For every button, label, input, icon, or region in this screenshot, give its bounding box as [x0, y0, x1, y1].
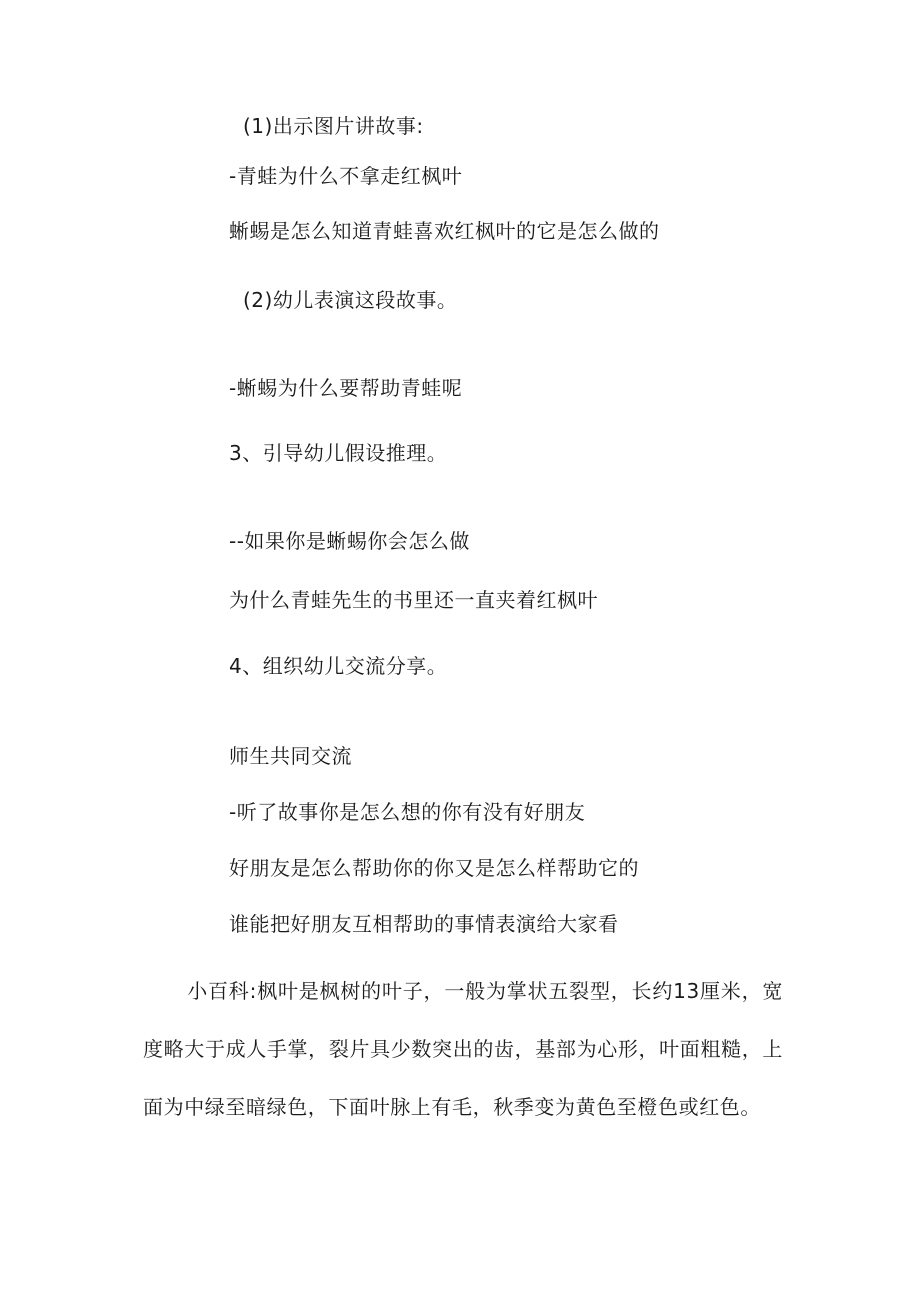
question-line: -听了故事你是怎么想的你有没有好朋友 — [229, 800, 586, 824]
question-line: 谁能把好朋友互相帮助的事情表演给大家看 — [229, 912, 619, 936]
step-1-heading: (1)出示图片讲故事: — [243, 114, 424, 138]
question-line: -青蛙为什么不拿走红枫叶 — [229, 164, 463, 188]
encyclopedia-text: 小百科:枫叶是枫树的叶子，一般为掌状五裂型，长约13厘米，宽度略大于成人手掌，裂片具少数突出的齿，基部为心形，叶面粗糙，上面为中绿至暗绿色，下面叶脉上有毛，秋季变为黄色至橙色或红色。 — [143, 979, 783, 1119]
step-4-heading: 4、组织幼儿交流分享。 — [229, 654, 448, 678]
question-line: -蜥蜴为什么要帮助青蛙呢 — [229, 376, 463, 400]
question-line: --如果你是蜥蜴你会怎么做 — [229, 529, 470, 553]
question-line: 好朋友是怎么帮助你的你又是怎么样帮助它的 — [229, 856, 639, 880]
step-2-heading: (2)幼儿表演这段故事。 — [243, 288, 458, 312]
question-line: 为什么青蛙先生的书里还一直夹着红枫叶 — [229, 588, 598, 612]
activity-line: 师生共同交流 — [229, 744, 352, 768]
step-3-heading: 3、引导幼儿假设推理。 — [229, 441, 448, 465]
encyclopedia-paragraph — [143, 962, 783, 1136]
question-line: 蜥蜴是怎么知道青蛙喜欢红枫叶的它是怎么做的 — [229, 219, 660, 243]
